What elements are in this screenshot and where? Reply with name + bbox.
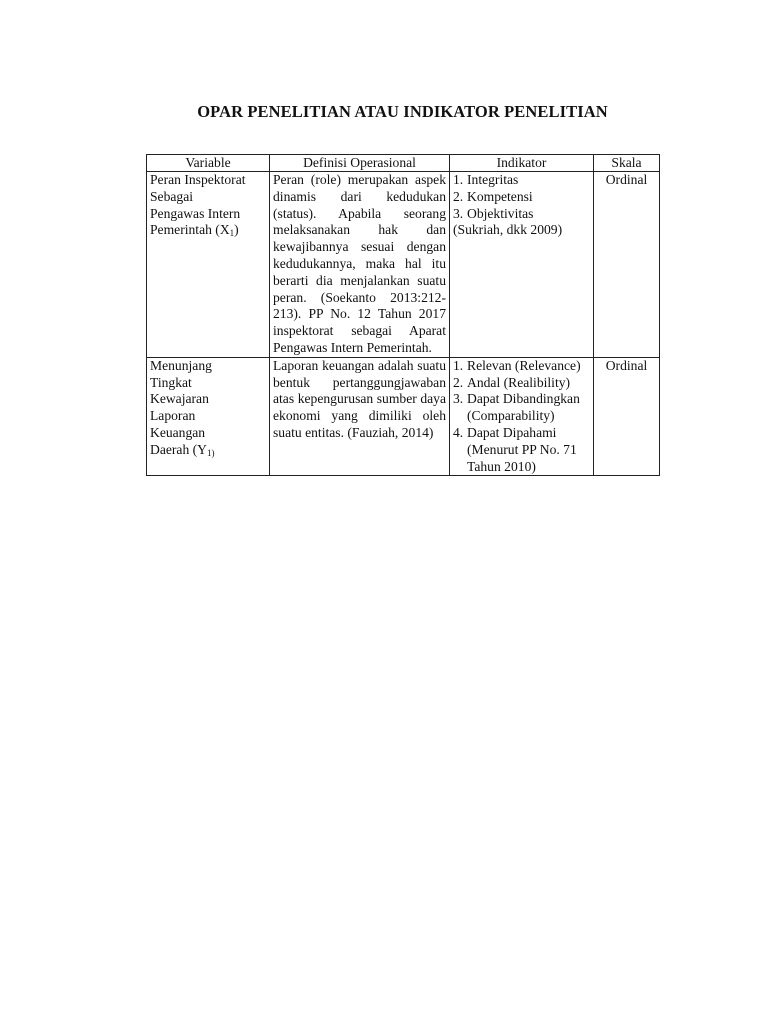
- indicator-text: Dapat Dipahami (Menurut PP No. 71 Tahun 2010): [467, 424, 577, 474]
- variable-line-text: Pemerintah (X: [150, 222, 230, 238]
- indicator-number: 2.: [453, 188, 464, 204]
- document-title: OPAR PENELITIAN ATAU INDIKATOR PENELITIAN: [197, 102, 608, 121]
- indicator-list: [453, 172, 590, 222]
- variable-line: Kewajaran: [150, 391, 209, 407]
- indicator-text: Kompetensi: [467, 188, 533, 204]
- indicator-number: 2.: [453, 374, 464, 390]
- indicator-item: [453, 189, 590, 206]
- variable-line: Sebagai: [150, 188, 194, 204]
- variable-line-last: [150, 442, 266, 459]
- variable-line: Laporan: [150, 408, 196, 424]
- indicator-item: [453, 425, 590, 475]
- indicator-number: 1.: [453, 172, 464, 187]
- opar-table: [146, 154, 660, 476]
- variable-line: Menunjang: [150, 357, 212, 373]
- table-header-row: [147, 155, 660, 172]
- header-definisi-operasional: Definisi Operasional: [270, 155, 450, 172]
- variable-cell: [147, 172, 270, 358]
- definition-cell: Laporan keuangan adalah suatu bentuk pertanggungjawaban atas kepengurusan sumber daya ekonomi yang dimiliki oleh suatu entitas. (Fauziah, 2014): [270, 357, 450, 476]
- header-variable: Variable: [147, 155, 270, 172]
- indicator-text: Relevan (Relevance): [467, 357, 581, 373]
- indicator-number: 4.: [453, 424, 464, 440]
- indicator-item: [453, 172, 590, 189]
- indicator-item: [453, 375, 590, 392]
- indicator-item: [453, 391, 590, 425]
- variable-line: Pengawas Intern: [150, 205, 241, 221]
- header-indikator: Indikator: [450, 155, 594, 172]
- indicator-text: Andal (Realibility): [467, 374, 571, 390]
- variable-subscript: 1): [206, 447, 215, 458]
- variable-line: Keuangan: [150, 424, 206, 440]
- scale-cell: Ordinal: [594, 172, 660, 358]
- indicator-text: Dapat Dibandingkan (Comparability): [467, 391, 580, 424]
- indicator-number: 3.: [453, 391, 464, 407]
- indicator-text: Objektivitas: [467, 205, 534, 221]
- table-row: [147, 357, 660, 476]
- variable-suffix: ): [234, 222, 239, 238]
- indicator-number: 3.: [453, 205, 464, 221]
- indicator-item: [453, 206, 590, 223]
- variable-line-last: [150, 222, 266, 239]
- indicator-item: [453, 358, 590, 375]
- variable-cell: [147, 357, 270, 476]
- variable-line: Peran Inspektorat: [150, 172, 246, 187]
- variable-line-text: Daerah (Y: [150, 441, 207, 457]
- indicator-source: (Sukriah, dkk 2009): [453, 222, 563, 238]
- indicator-text: Integritas: [467, 172, 519, 187]
- indicator-number: 1.: [453, 357, 464, 373]
- scale-cell: Ordinal: [594, 357, 660, 476]
- indicator-cell: [450, 172, 594, 358]
- variable-subscript: 1: [229, 228, 235, 239]
- indicator-cell: [450, 357, 594, 476]
- indicator-list: [453, 358, 590, 476]
- variable-line: Tingkat: [150, 374, 192, 390]
- definition-cell: Peran (role) merupakan aspek dinamis dari kedudukan (status). Apabila seorang melaksanakan hak dan kewajibannya sesuai dengan kedudukannya, maka hal itu berarti dia menjalankan suatu peran. (Soekanto 2013:212-213). PP No. 12 Tahun 2017 inspektorat sebagai Aparat Pengawas Intern Pemerintah.: [270, 172, 450, 358]
- header-skala: Skala: [594, 155, 660, 172]
- table-row: [147, 172, 660, 358]
